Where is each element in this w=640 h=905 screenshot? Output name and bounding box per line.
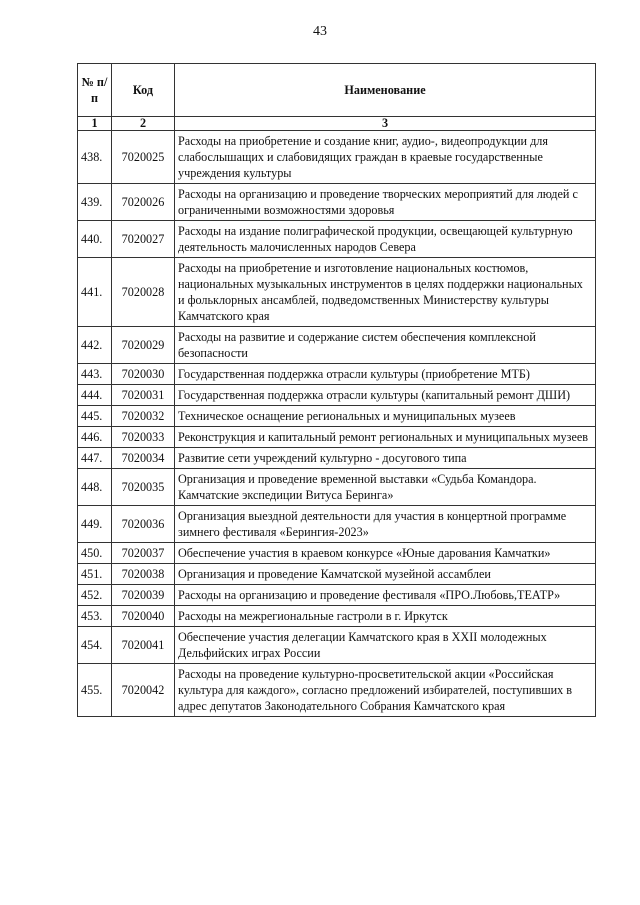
row-number: 444. (78, 385, 112, 406)
table-row (78, 327, 596, 364)
table-row (78, 469, 596, 506)
row-number: 451. (78, 564, 112, 585)
budget-code-table (77, 63, 596, 717)
table-row (78, 627, 596, 664)
index-col-3: 3 (175, 117, 596, 131)
table-row (78, 564, 596, 585)
table-body (78, 131, 596, 717)
row-number: 441. (78, 258, 112, 327)
table-row (78, 406, 596, 427)
row-number: 438. (78, 131, 112, 184)
row-code: 7020026 (112, 184, 175, 221)
table-row (78, 258, 596, 327)
row-name: Государственная поддержка отрасли культуры (капитальный ремонт ДШИ) (175, 385, 596, 406)
row-name: Расходы на организацию и проведение творческих мероприятий для людей с ограниченными возможностями здоровья (175, 184, 596, 221)
row-number: 440. (78, 221, 112, 258)
table-row (78, 448, 596, 469)
row-number: 439. (78, 184, 112, 221)
header-num: № п/п (78, 64, 112, 117)
table-row (78, 506, 596, 543)
row-code: 7020030 (112, 364, 175, 385)
table-row (78, 385, 596, 406)
index-col-2: 2 (112, 117, 175, 131)
table-row (78, 221, 596, 258)
row-code: 7020039 (112, 585, 175, 606)
row-name: Техническое оснащение региональных и муниципальных музеев (175, 406, 596, 427)
row-code: 7020032 (112, 406, 175, 427)
row-number: 452. (78, 585, 112, 606)
row-name: Расходы на проведение культурно-просветительской акции «Российская культура для каждого», согласно предложений избирателей, поступивших в адрес депутатов Законодательного Собрания Камчатского края (175, 664, 596, 717)
row-code: 7020037 (112, 543, 175, 564)
row-name: Расходы на издание полиграфической продукции, освещающей культурную деятельность малочисленных народов Севера (175, 221, 596, 258)
row-code: 7020035 (112, 469, 175, 506)
row-name: Расходы на межрегиональные гастроли в г. Иркутск (175, 606, 596, 627)
row-number: 447. (78, 448, 112, 469)
table-row (78, 606, 596, 627)
row-number: 455. (78, 664, 112, 717)
row-name: Организация выездной деятельности для участия в концертной программе зимнего фестиваля «Берингия-2023» (175, 506, 596, 543)
table-row (78, 184, 596, 221)
row-name: Развитие сети учреждений культурно - досугового типа (175, 448, 596, 469)
row-code: 7020040 (112, 606, 175, 627)
row-name: Реконструкция и капитальный ремонт региональных и муниципальных музеев (175, 427, 596, 448)
row-code: 7020034 (112, 448, 175, 469)
table-row (78, 664, 596, 717)
table-row (78, 364, 596, 385)
row-name: Государственная поддержка отрасли культуры (приобретение МТБ) (175, 364, 596, 385)
row-name: Обеспечение участия делегации Камчатского края в XXII молодежных Дельфийских играх России (175, 627, 596, 664)
table-index-row (78, 117, 596, 131)
row-number: 448. (78, 469, 112, 506)
row-code: 7020027 (112, 221, 175, 258)
row-name: Организация и проведение Камчатской музейной ассамблеи (175, 564, 596, 585)
row-name: Расходы на приобретение и создание книг, аудио-, видеопродукции для слабослышащих и слабовидящих граждан в краевые государственные учреждения культуры (175, 131, 596, 184)
row-name: Расходы на развитие и содержание систем обеспечения комплексной безопасности (175, 327, 596, 364)
row-name: Расходы на организацию и проведение фестиваля «ПРО.Любовь,ТЕАТР» (175, 585, 596, 606)
page-number: 43 (313, 24, 327, 39)
row-number: 454. (78, 627, 112, 664)
row-code: 7020038 (112, 564, 175, 585)
row-number: 453. (78, 606, 112, 627)
header-name: Наименование (175, 64, 596, 117)
row-number: 445. (78, 406, 112, 427)
row-name: Расходы на приобретение и изготовление национальных костюмов, национальных музыкальных инструментов в целях поддержки национальных и фольклорных ансамблей, подведомственных Министерству культуры Камчатского края (175, 258, 596, 327)
table-row (78, 585, 596, 606)
row-code: 7020036 (112, 506, 175, 543)
row-code: 7020033 (112, 427, 175, 448)
table-row (78, 131, 596, 184)
table-row (78, 427, 596, 448)
row-code: 7020041 (112, 627, 175, 664)
row-number: 443. (78, 364, 112, 385)
row-name: Обеспечение участия в краевом конкурсе «Юные дарования Камчатки» (175, 543, 596, 564)
row-code: 7020031 (112, 385, 175, 406)
row-name: Организация и проведение временной выставки «Судьба Командора. Камчатские экспедиции Витуса Беринга» (175, 469, 596, 506)
row-code: 7020042 (112, 664, 175, 717)
row-number: 449. (78, 506, 112, 543)
row-number: 442. (78, 327, 112, 364)
row-number: 446. (78, 427, 112, 448)
row-number: 450. (78, 543, 112, 564)
header-code: Код (112, 64, 175, 117)
row-code: 7020029 (112, 327, 175, 364)
index-col-1: 1 (78, 117, 112, 131)
table-header-row (78, 64, 596, 117)
row-code: 7020028 (112, 258, 175, 327)
table-row (78, 543, 596, 564)
row-code: 7020025 (112, 131, 175, 184)
